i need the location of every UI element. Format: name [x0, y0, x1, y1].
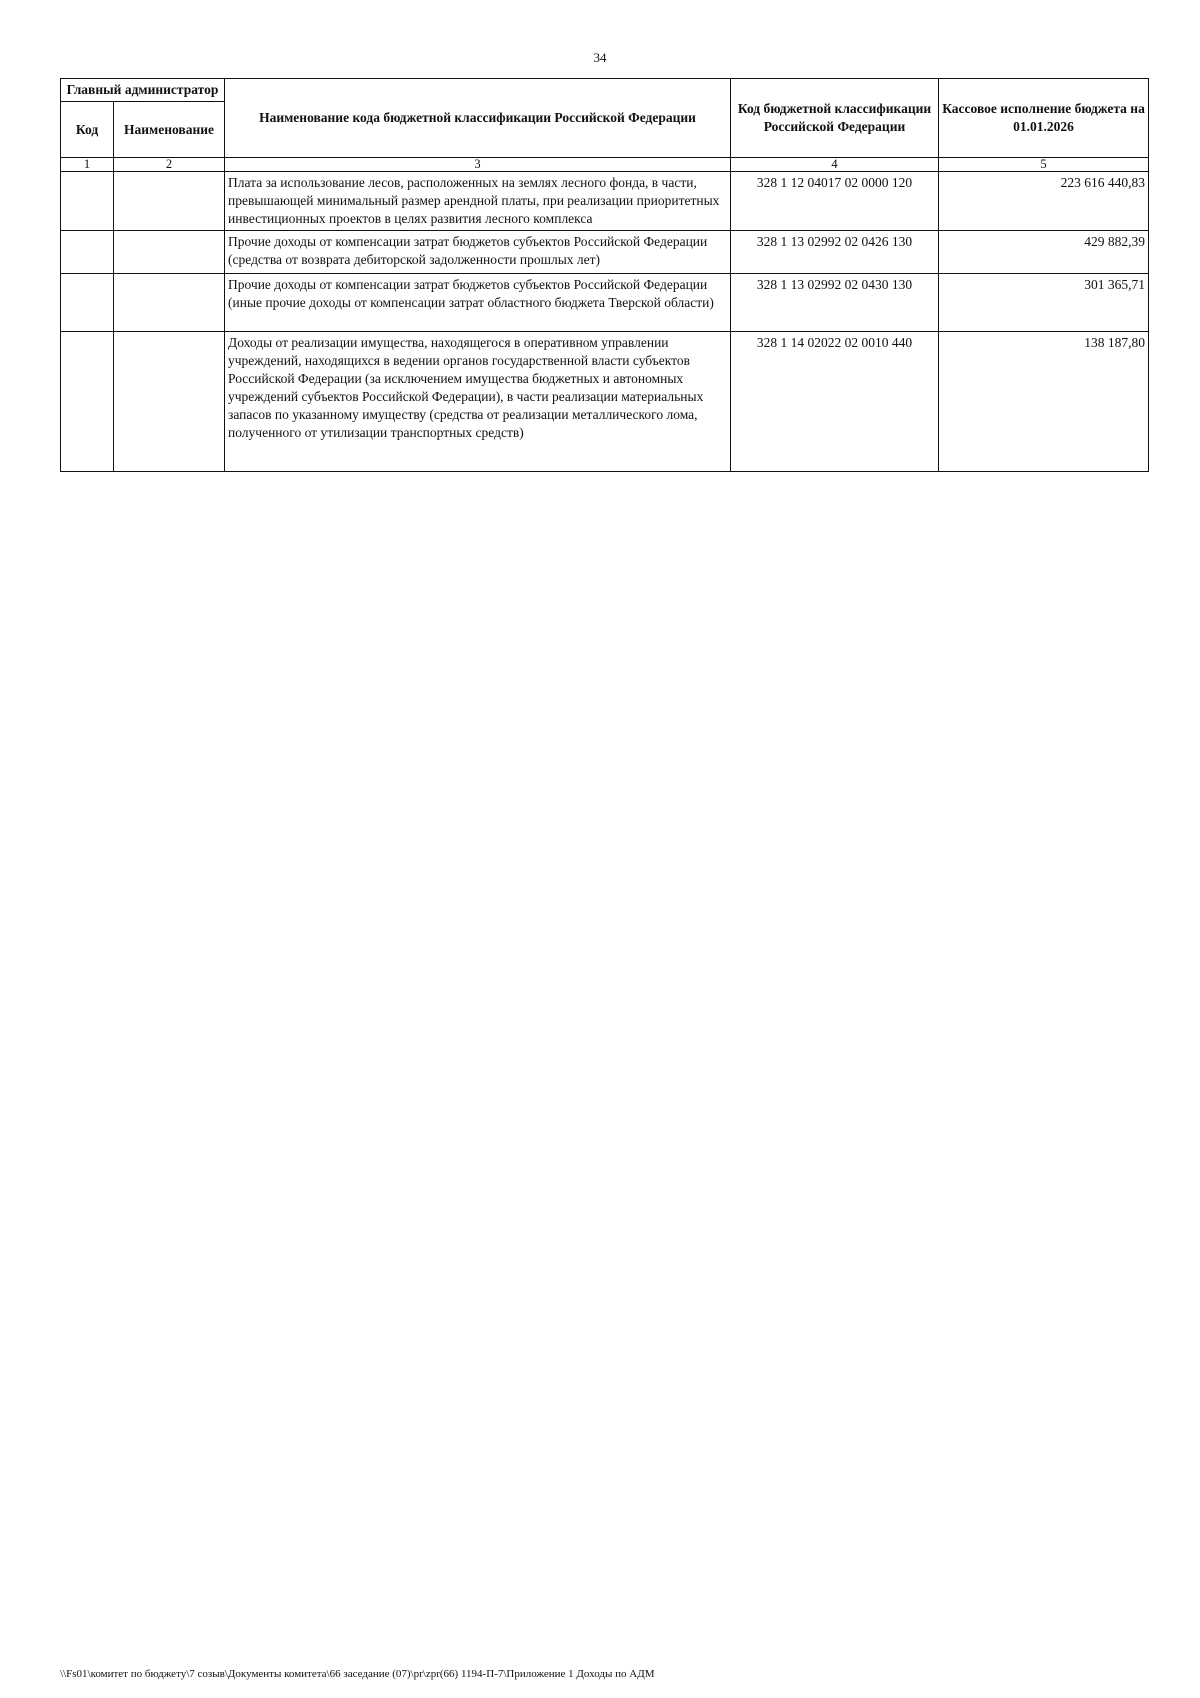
budget-table [60, 78, 1149, 472]
bcc-code-header: Код бюджетной классификации Российской Федерации [731, 79, 939, 158]
column-number: 1 [61, 158, 114, 172]
bcc-description: Плата за использование лесов, расположенных на землях лесного фонда, в части, превышающей минимальный размер арендной платы, при реализации приоритетных инвестиционных проектов в целях развития лесного комплекса [225, 172, 731, 231]
execution-amount: 429 882,39 [939, 231, 1149, 274]
execution-amount: 138 187,80 [939, 332, 1149, 472]
table-row [61, 172, 1149, 231]
admin-name-cell [114, 274, 225, 332]
bcc-description: Доходы от реализации имущества, находящегося в оперативном управлении учреждений, находящихся в ведении органов государственной власти субъектов Российской Федерации (за исключением имущества бюджетных и автономных учреждений субъектов Российской Федерации), в части реализации материальных запасов по указанному имуществу (средства от реализации металлического лома, полученного от утилизации транспортных средств) [225, 332, 731, 472]
bcc-name-header: Наименование кода бюджетной классификации Российской Федерации [225, 79, 731, 158]
name-header: Наименование [114, 102, 225, 158]
admin-code-cell [61, 274, 114, 332]
bcc-description: Прочие доходы от компенсации затрат бюджетов субъектов Российской Федерации (иные прочие доходы от компенсации затрат областного бюджета Тверской области) [225, 274, 731, 332]
admin-name-cell [114, 172, 225, 231]
table-row [61, 231, 1149, 274]
column-number-row [61, 158, 1149, 172]
admin-code-cell [61, 231, 114, 274]
column-number: 3 [225, 158, 731, 172]
admin-name-cell [114, 332, 225, 472]
bcc-code: 328 1 13 02992 02 0426 130 [731, 231, 939, 274]
table-row [61, 332, 1149, 472]
bcc-code: 328 1 12 04017 02 0000 120 [731, 172, 939, 231]
bcc-description: Прочие доходы от компенсации затрат бюджетов субъектов Российской Федерации (средства от возврата дебиторской задолженности прошлых лет) [225, 231, 731, 274]
column-number: 5 [939, 158, 1149, 172]
admin-code-cell [61, 172, 114, 231]
bcc-code: 328 1 14 02022 02 0010 440 [731, 332, 939, 472]
page-number: 34 [593, 50, 607, 65]
admin-code-cell [61, 332, 114, 472]
execution-amount: 301 365,71 [939, 274, 1149, 332]
column-number: 2 [114, 158, 225, 172]
footer-file-path: \\Fs01\комитет по бюджету\7 созыв\Документы комитета\66 заседание (07)\pr\zpr(66) 1194-П-7\Приложение 1 Доходы по АДМ [60, 1668, 655, 1680]
execution-amount: 223 616 440,83 [939, 172, 1149, 231]
table-row [61, 274, 1149, 332]
admin-name-cell [114, 231, 225, 274]
column-number: 4 [731, 158, 939, 172]
code-header: Код [61, 102, 114, 158]
main-admin-header: Главный администратор [61, 79, 225, 102]
bcc-code: 328 1 13 02992 02 0430 130 [731, 274, 939, 332]
execution-header: Кассовое исполнение бюджета на 01.01.2026 [939, 79, 1149, 158]
